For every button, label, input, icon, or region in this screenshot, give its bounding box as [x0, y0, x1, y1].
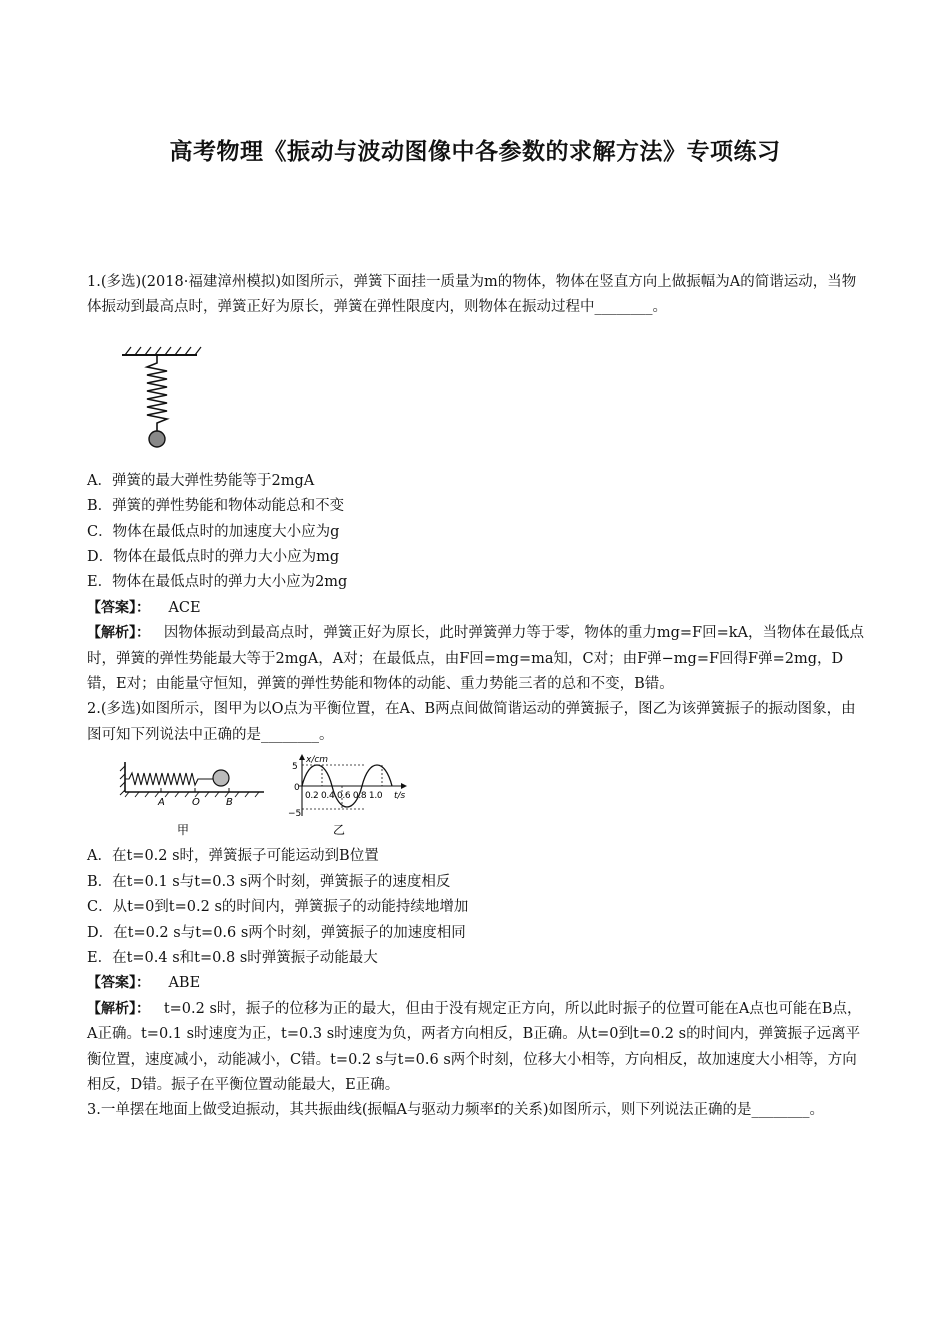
question-2-answer: [87, 971, 867, 996]
point-a-label: A: [158, 797, 165, 809]
question-1-option-a: A．弹簧的最大弹性势能等于2mgA: [87, 472, 315, 489]
question-3-stem: 3.一单摆在地面上做受迫振动，其共振曲线(振幅A与驱动力频率f的关系)如图所示，则下列说法正确的是________。: [87, 1102, 824, 1119]
question-1-option-c: C．物体在最低点时的加速度大小应为g: [87, 523, 340, 540]
answer-label: 【答案】：: [87, 975, 150, 992]
analysis-text: t=0.2 s时，振子的位移为正的最大，但由于没有规定正方向，所以此时振子的位置可能在A点也可能在B点，A正确。t=0.1 s时速度为正，t=0.3 s时速度为负，两者方向相反，B正确。从t=0到t=0.2 s的时间内，弹簧振子远离平衡位置，速度减小，动能减小，C错。t=0.2 s与t=0.6 s两个时刻，位移大小相等，方向相反，故加速度大小相等，方向相反，D错。振子在平衡位置动能最大，E正确。: [87, 1000, 862, 1093]
figure-yi-caption: 乙: [333, 823, 346, 838]
oscillator-figure: [119, 752, 419, 842]
xt-graph: [288, 754, 407, 837]
document-body: [87, 270, 867, 1124]
horizontal-spring-diagram: [120, 762, 264, 837]
x-axis-label: t/s: [394, 791, 406, 802]
question-2-option-a: A．在t=0.2 s时，弹簧振子可能运动到B位置: [87, 848, 379, 865]
answer-value: ACE: [168, 599, 201, 616]
question-1-stem: 1.(多选)(2018·福建漳州模拟)如图所示，弹簧下面挂一质量为m的物体，物体在竖直方向上做振幅为A的简谐运动，当物体振动到最高点时，弹簧正好为原长，弹簧在弹性限度内，则物体在振动过程中________。: [87, 274, 857, 316]
y-axis-label: x/cm: [306, 755, 329, 766]
question-1-option-e: E．物体在最低点时的弹力大小应为2mg: [87, 574, 348, 591]
answer-label: 【答案】：: [87, 599, 150, 616]
x-tick-labels: 0.2 0.4 0.6 0.8 1.0: [305, 791, 383, 802]
point-b-label: B: [226, 797, 233, 809]
question-2-option-c: C．从t=0到t=0.2 s的时间内，弹簧振子的动能持续地增加: [87, 899, 469, 916]
origin-label: 0: [294, 783, 300, 794]
question-2-option-b: B．在t=0.1 s与t=0.3 s两个时刻，弹簧振子的速度相反: [87, 873, 451, 890]
question-1-analysis: [87, 621, 867, 697]
page-title: 高考物理《振动与波动图像中各参数的求解方法》专项练习: [169, 139, 781, 165]
question-2-option-d: D．在t=0.2 s与t=0.6 s两个时刻，弹簧振子的加速度相同: [87, 924, 466, 941]
spring-mass-figure: [117, 321, 207, 461]
answer-value: ABE: [168, 975, 201, 992]
analysis-label: 【解析】：: [87, 1000, 150, 1017]
figure-jia-caption: 甲: [177, 823, 190, 838]
question-2-stem: 2.(多选)如图所示，图甲为以O点为平衡位置，在A、B两点间做简谐运动的弹簧振子，图乙为该弹簧振子的振动图象，由图可知下列说法中正确的是________。: [87, 701, 856, 743]
analysis-label: 【解析】：: [87, 625, 150, 642]
question-2-analysis: [87, 997, 867, 1099]
question-1-answer: [87, 596, 867, 621]
question-1-option-b: B．弹簧的弹性势能和物体动能总和不变: [87, 498, 345, 515]
point-o-label: O: [192, 797, 200, 809]
analysis-text: 因物体振动到最高点时，弹簧正好为原长，此时弹簧弹力等于零，物体的重力mg=F回=kA，当物体在最低点时，弹簧的弹性势能最大等于2mgA，A对；在最低点，由F回=mg=ma知，C对；由F弹−mg=F回得F弹=2mg，D错，E对；由能量守恒知，弹簧的弹性势能和物体的动能、重力势能三者的总和不变，B错。: [87, 625, 864, 693]
question-1-option-d: D．物体在最低点时的弹力大小应为mg: [87, 549, 340, 566]
y-tick-bottom: −5: [288, 809, 302, 820]
question-2-option-e: E．在t=0.4 s和t=0.8 s时弹簧振子动能最大: [87, 949, 378, 966]
y-tick-top: 5: [292, 762, 298, 773]
